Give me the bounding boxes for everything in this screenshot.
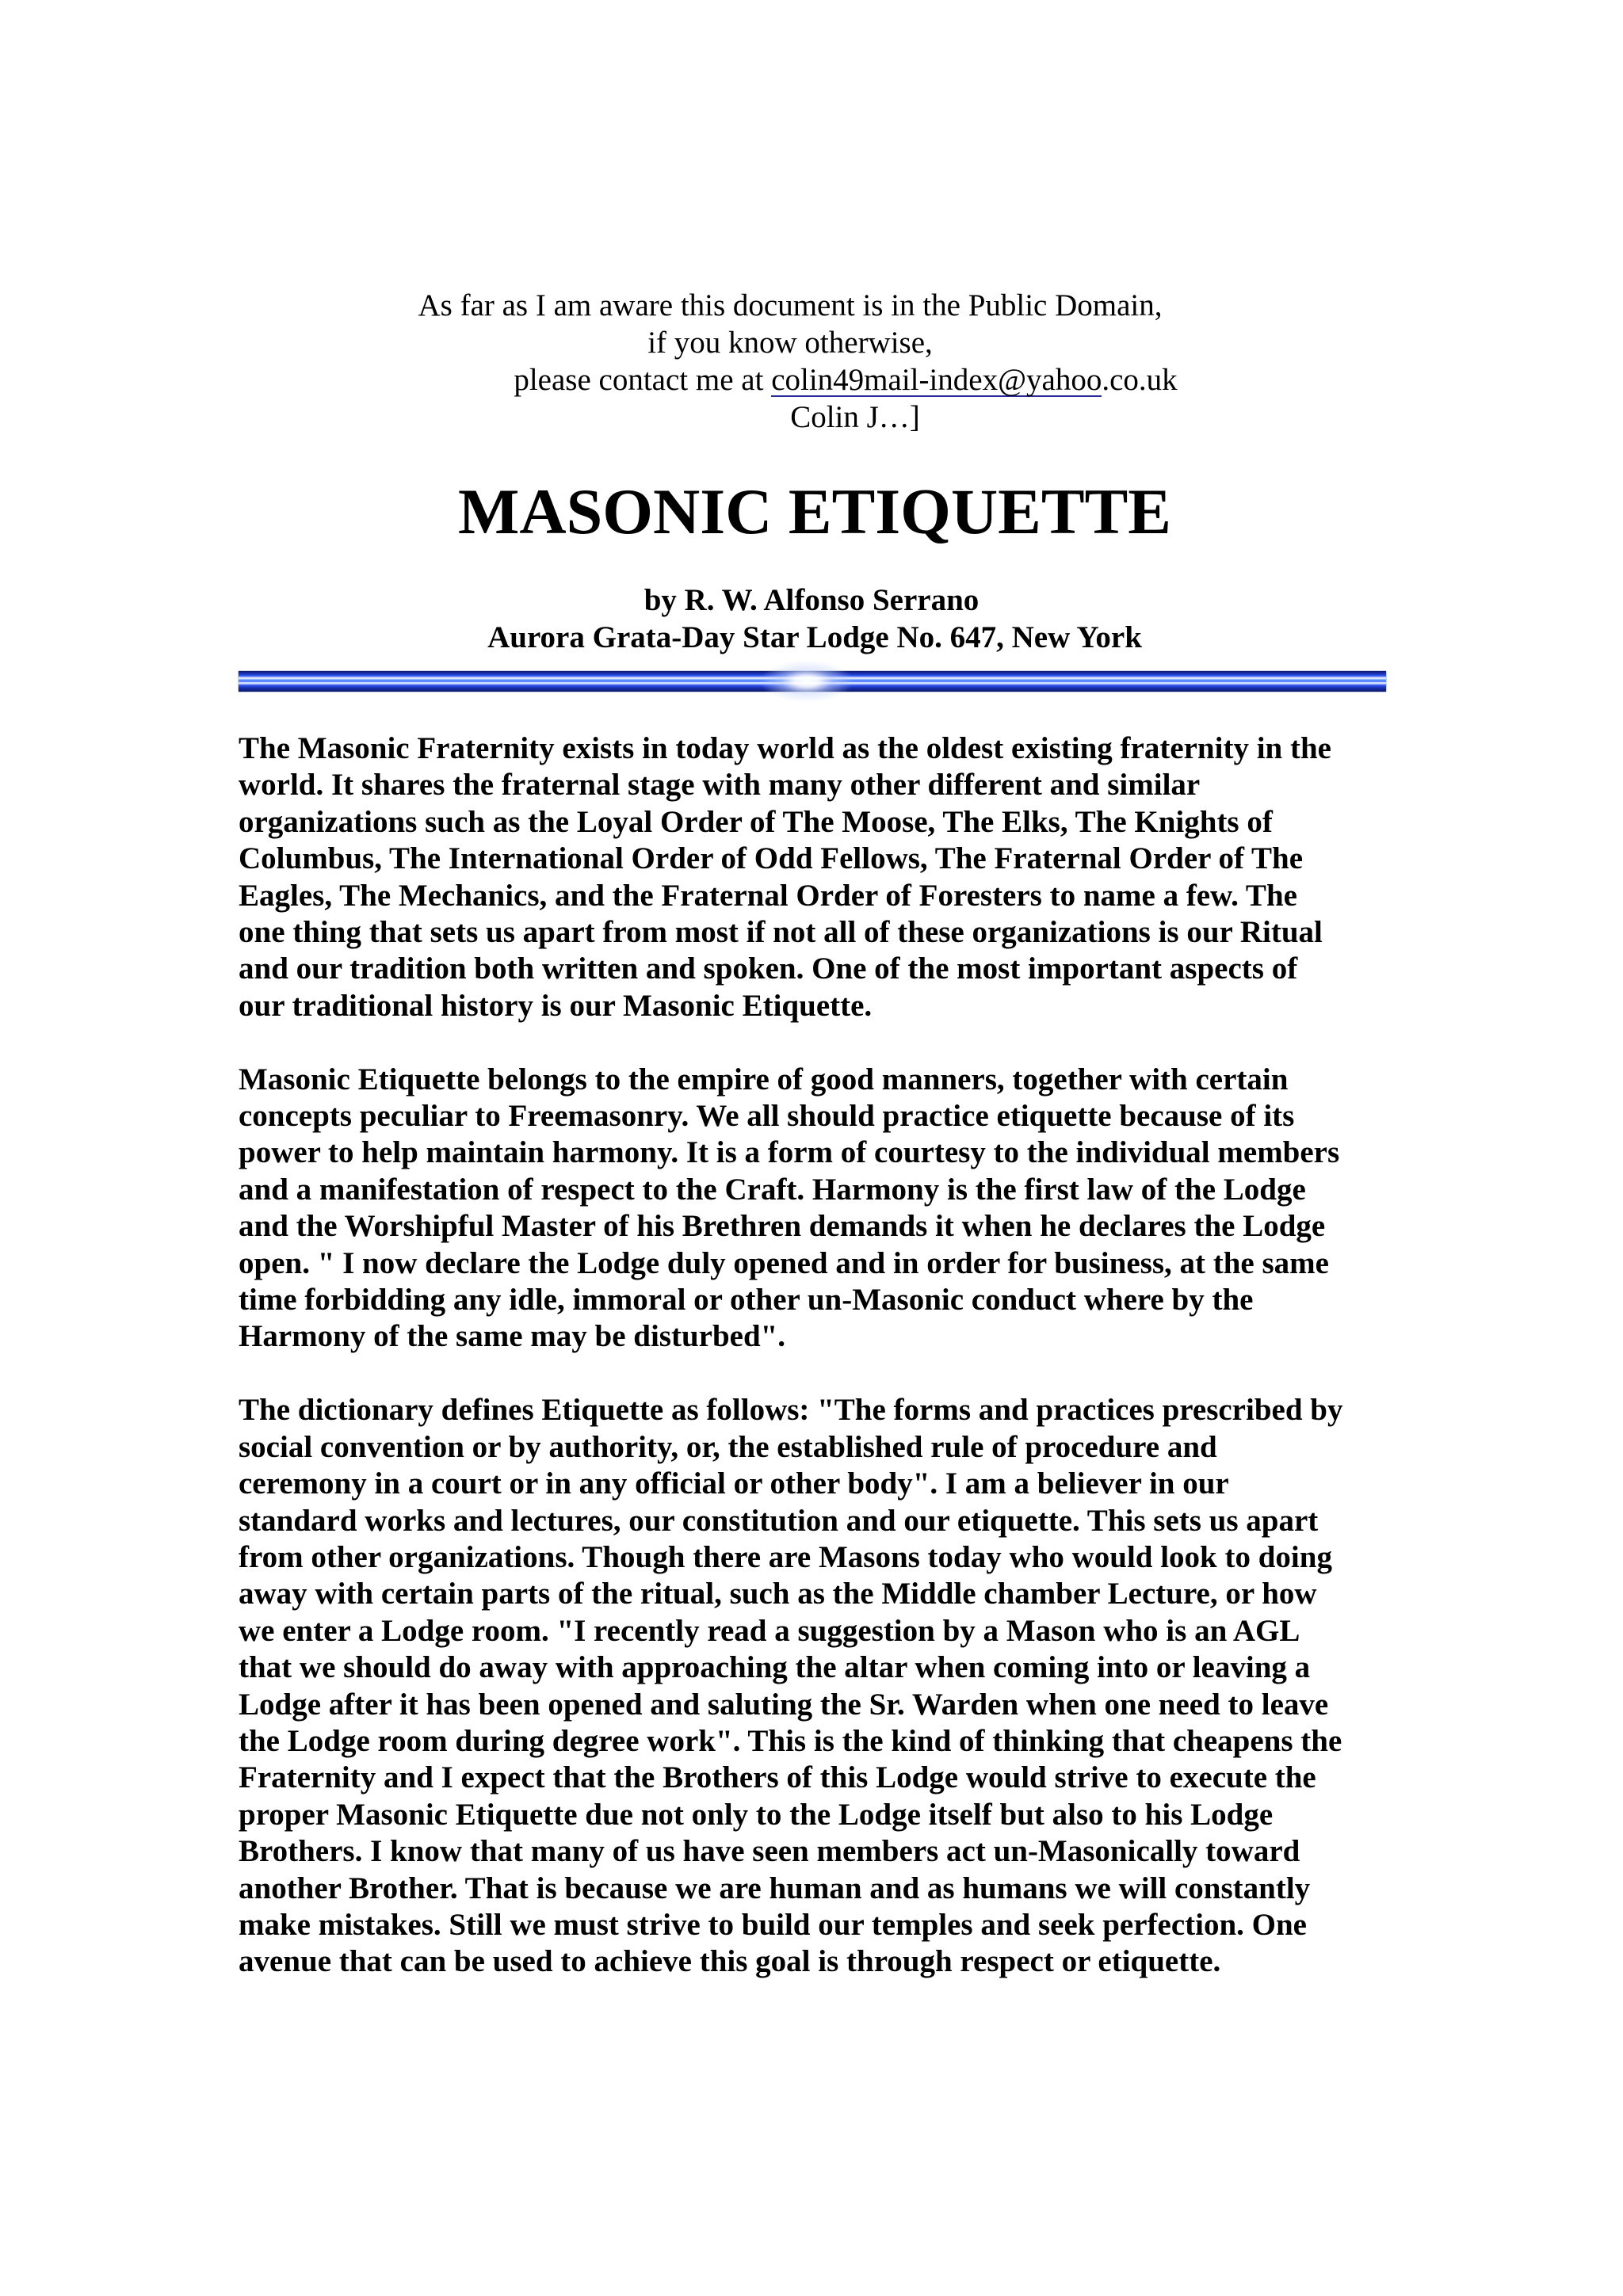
text-line: open. " I now declare the Lodge duly opened and in order for business, at the same: [239, 1245, 1329, 1280]
notice-line-3: [34, 361, 1623, 399]
document-title-text: MASONIC ETIQUETTE: [458, 475, 1171, 547]
text-line: organizations such as the Loyal Order of The Moose, The Elks, The Knights of: [239, 804, 1273, 839]
notice-line-1: As far as I am aware this document is in the Public Domain,: [418, 288, 1163, 322]
text-line: another Brother. That is because we are human and as humans we will constantly: [239, 1871, 1311, 1905]
notice-contact-prefix: please contact me at: [514, 363, 772, 397]
email-link[interactable]: colin49mail-index@yahoo: [771, 363, 1102, 397]
text-line: The dictionary defines Etiquette as follows: "The forms and practices prescribed by: [239, 1393, 1343, 1428]
text-line: Fraternity and I expect that the Brothers of this Lodge would strive to execute the: [239, 1760, 1316, 1795]
text-line: our traditional history is our Masonic Etiquette.: [239, 988, 873, 1023]
paragraph-3: [239, 1392, 1396, 1981]
text-line: concepts peculiar to Freemasonry. We all should practice etiquette because of its: [239, 1099, 1295, 1134]
text-line: Lodge after it has been opened and saluting the Sr. Warden when one need to leave: [239, 1687, 1329, 1722]
text-line: social convention or by authority, or, the established rule of procedure and: [239, 1429, 1217, 1464]
byline: [0, 582, 1623, 656]
article-body: [239, 730, 1396, 2017]
text-line: Eagles, The Mechanics, and the Fraternal Order of Foresters to name a few. The: [239, 878, 1297, 913]
text-line: that we should do away with approaching the altar when coming into or leaving a: [239, 1650, 1311, 1685]
text-line: and a manifestation of respect to the Craft. Harmony is the first law of the Lodge: [239, 1172, 1306, 1207]
text-line: proper Masonic Etiquette due not only to the Lodge itself but also to his Lodge: [239, 1797, 1274, 1832]
text-line: The Masonic Fraternity exists in today world as the oldest existing fraternity in the: [239, 731, 1331, 765]
text-line: make mistakes. Still we must strive to build our temples and seek perfection. One: [239, 1907, 1307, 1942]
document-title: [0, 472, 1623, 551]
text-line: power to help maintain harmony. It is a form of courtesy to the individual members: [239, 1135, 1340, 1170]
notice-signature: Colin J…]: [790, 400, 920, 434]
text-line: Brothers. I know that many of us have seen members act un-Masonically toward: [239, 1834, 1300, 1869]
text-line: avenue that can be used to achieve this goal is through respect or etiquette.: [239, 1944, 1221, 1979]
text-line: standard works and lectures, our constitution and our etiquette. This sets us apart: [239, 1503, 1319, 1538]
text-line: away with certain parts of the ritual, such as the Middle chamber Lecture, or how: [239, 1577, 1317, 1611]
notice-line-2: if you know otherwise,: [647, 326, 933, 360]
rule-highlight-glow: [759, 660, 854, 703]
text-line: we enter a Lodge room. "I recently read a suggestion by a Mason who is an AGL: [239, 1613, 1300, 1648]
public-domain-notice: [0, 287, 1623, 436]
paragraph-1: [239, 730, 1396, 1024]
author-line: by R. W. Alfonso Serrano: [643, 583, 980, 617]
text-line: one thing that sets us apart from most if not all of these organizations is our Ritual: [239, 915, 1323, 950]
text-line: ceremony in a court or in any official or other body". I am a believer in our: [239, 1466, 1229, 1501]
text-line: time forbidding any idle, immoral or other un-Masonic conduct where by the: [239, 1283, 1254, 1318]
text-line: world. It shares the fraternal stage with many other different and similar: [239, 768, 1201, 803]
text-line: Columbus, The International Order of Odd Fellows, The Fraternal Order of The: [239, 841, 1304, 876]
lodge-line: Aurora Grata-Day Star Lodge No. 647, New York: [487, 620, 1142, 654]
text-line: and our tradition both written and spoken. One of the most important aspects of: [239, 952, 1298, 986]
text-line: from other organizations. Though there are Masons today who would look to doing: [239, 1539, 1332, 1574]
text-line: the Lodge room during degree work". This is the kind of thinking that cheapens the: [239, 1723, 1342, 1758]
text-line: Masonic Etiquette belongs to the empire of good manners, together with certain: [239, 1062, 1289, 1097]
text-line: Harmony of the same may be disturbed".: [239, 1319, 786, 1354]
text-line: and the Worshipful Master of his Brethren demands it when he declares the Lodge: [239, 1209, 1326, 1244]
paragraph-2: [239, 1062, 1396, 1356]
email-suffix: .co.uk: [1102, 363, 1178, 397]
